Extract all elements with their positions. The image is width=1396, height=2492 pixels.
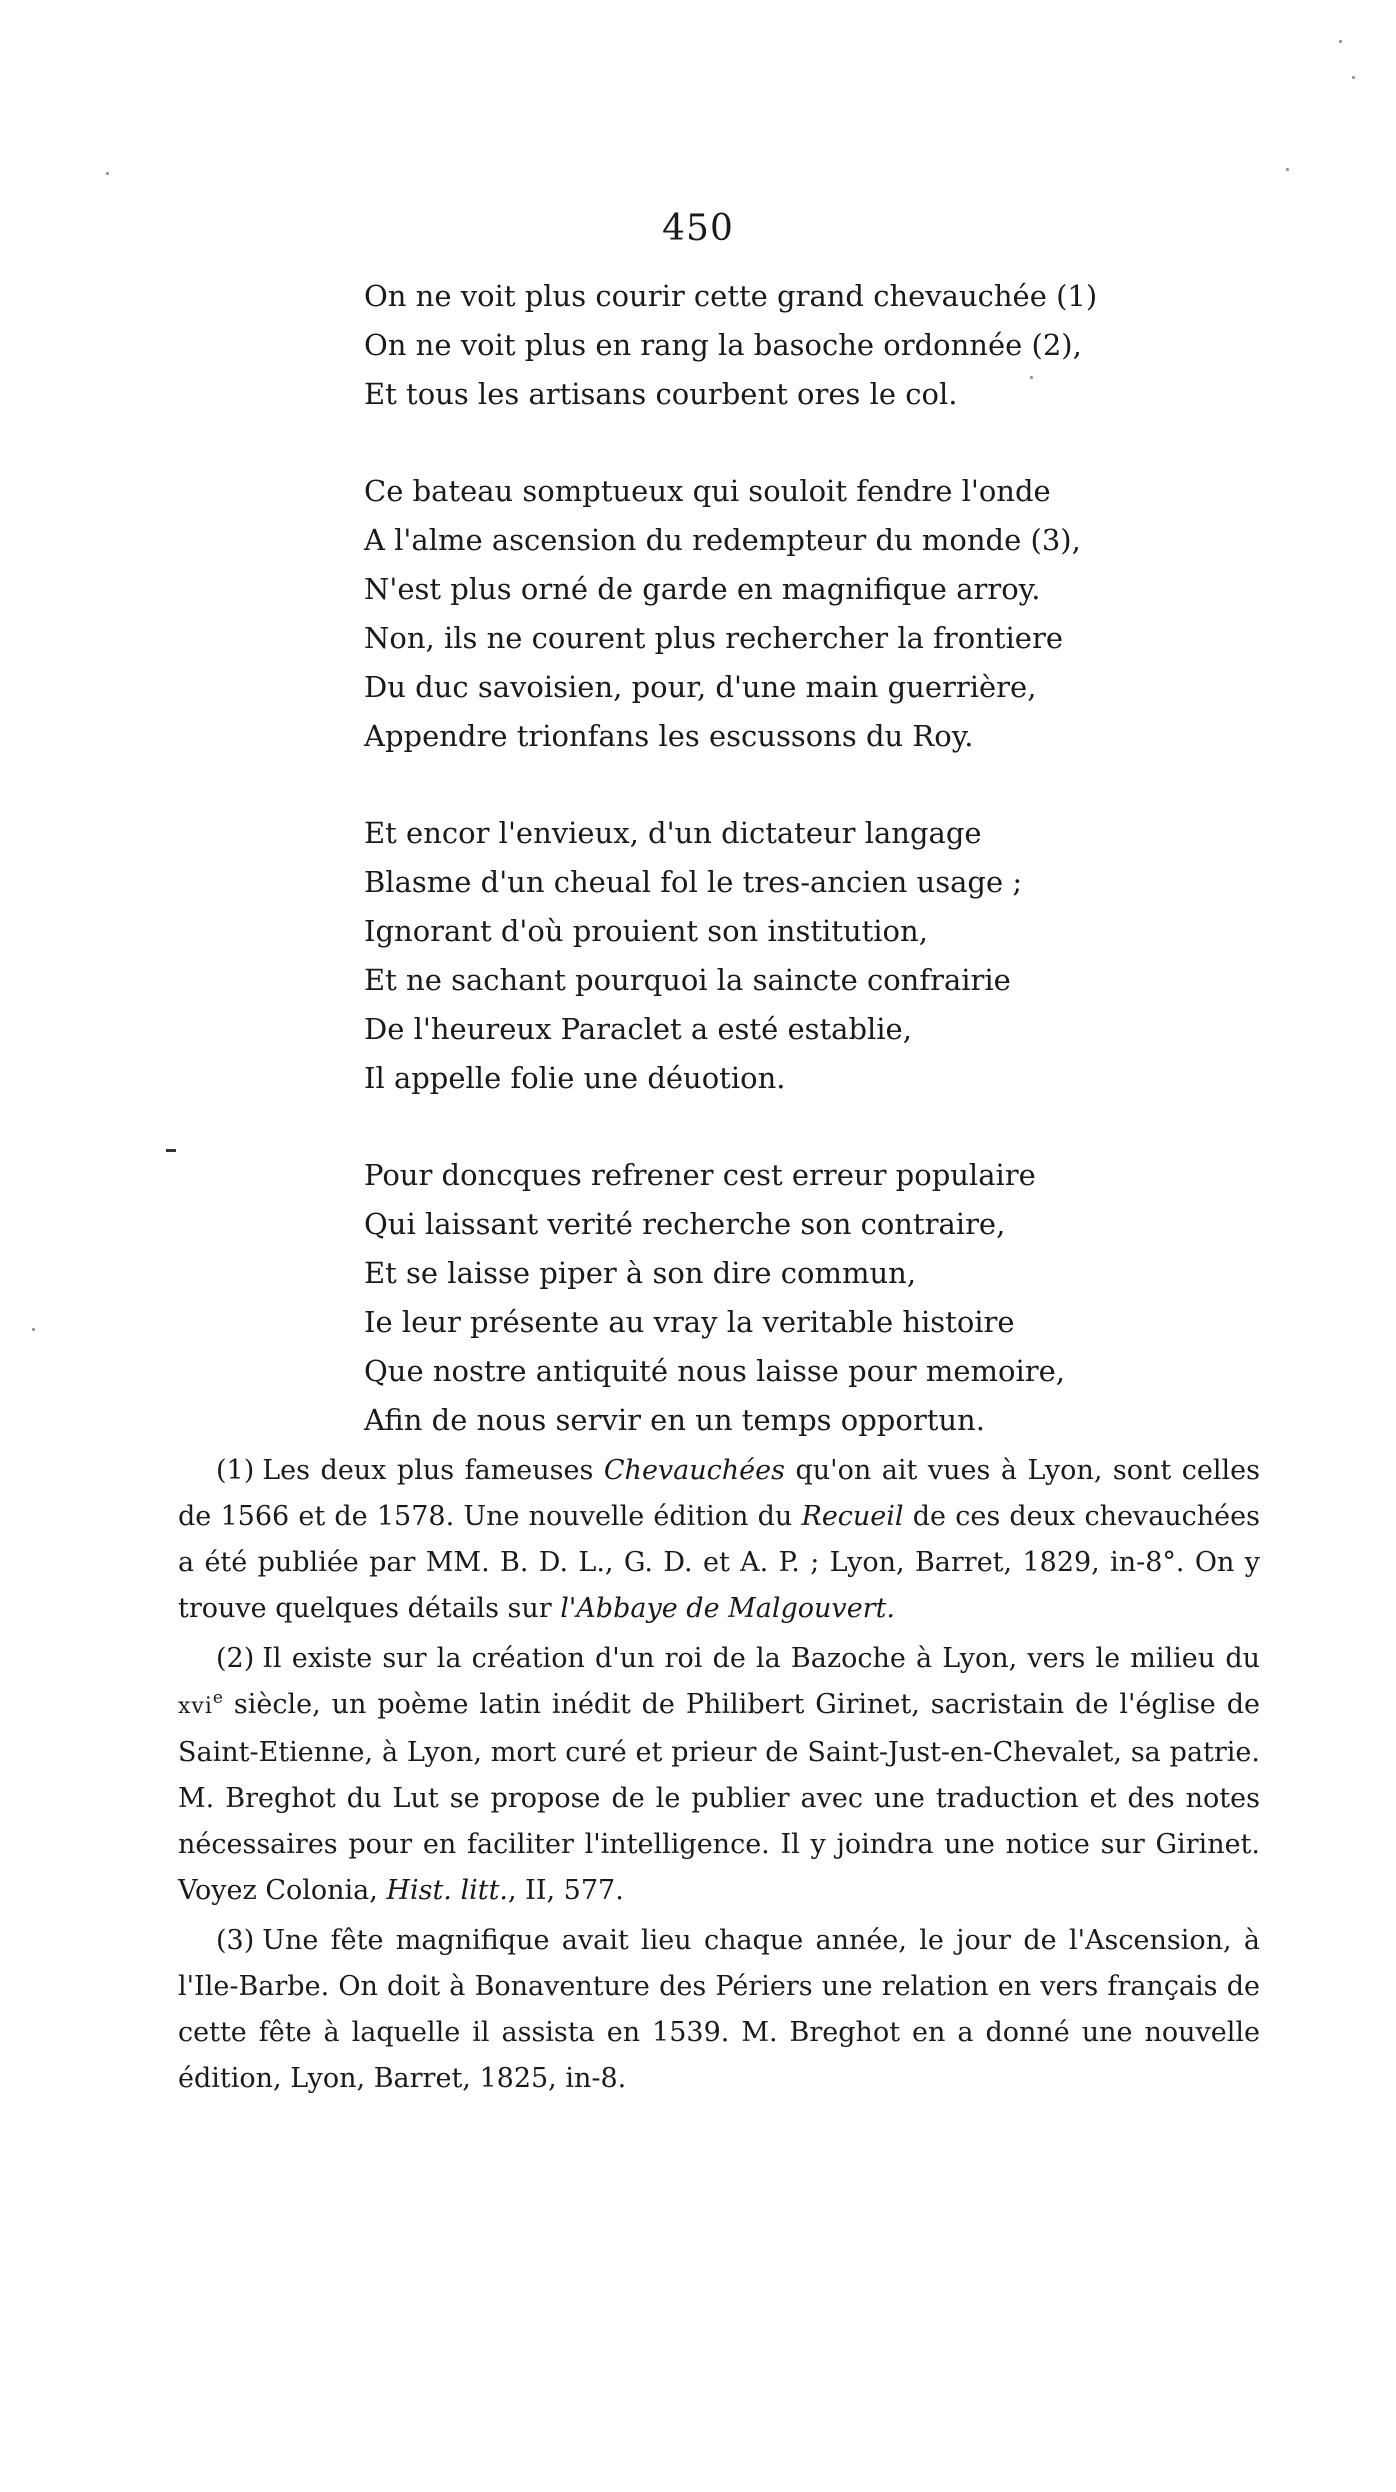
- verse-line: Pour doncques refrener cest erreur populaire: [364, 1158, 1036, 1192]
- scan-margin-mark: [166, 1149, 176, 1152]
- verse-line: Que nostre antiquité nous laisse pour memoire,: [364, 1354, 1066, 1388]
- scan-speck: [106, 172, 109, 175]
- verse-line: Afin de nous servir en un temps opportun.: [364, 1403, 985, 1437]
- footnote-italic: l'Abbaye de Malgouvert.: [560, 1593, 896, 1624]
- scan-speck: [1339, 40, 1342, 43]
- verse-line: N'est plus orné de garde en magnifique arroy.: [364, 572, 1041, 606]
- footnote-3: [178, 1918, 1260, 2102]
- verse-line: Ie leur présente au vray la veritable histoire: [364, 1305, 1015, 1339]
- footnote-1: [178, 1448, 1260, 1632]
- footnote-italic: Hist. litt.: [386, 1875, 509, 1906]
- scan-speck: [1286, 168, 1289, 171]
- footnote-text: Les deux plus fameuses: [262, 1455, 604, 1486]
- stanza-4: [364, 1151, 1184, 1445]
- footnote-label: (3): [216, 1925, 255, 1956]
- footnote-italic: Recueil: [801, 1501, 904, 1532]
- verse-line: Ce bateau somptueux qui souloit fendre l'onde: [364, 474, 1051, 508]
- footnote-label: (1): [216, 1455, 255, 1486]
- footnotes: [178, 1448, 1260, 2106]
- verse-line: A l'alme ascension du redempteur du monde (3),: [364, 523, 1081, 557]
- footnote-label: (2): [216, 1643, 255, 1674]
- scan-speck: [1352, 76, 1355, 79]
- verse-line: De l'heureux Paraclet a esté establie,: [364, 1012, 912, 1046]
- footnote-text: Une fête magnifique avait lieu chaque année, le jour de l'Ascension, à l'Ile-Barbe. On doit à Bonaventure des Périers une relation en vers français de cette fête à laquelle il assista en 1539. M. Breghot en a donné une nouvelle édition, Lyon, Barret, 1825, in-8.: [178, 1925, 1260, 2094]
- footnote-2: [178, 1636, 1260, 1914]
- footnote-text: de ces deux chevauchées a été publiée par MM. B. D. L., G. D. et A. P. ; Lyon, Barret, 1829, in-8°. On y trouve quelques détails sur: [178, 1501, 1260, 1624]
- poem: [364, 272, 1184, 1445]
- footnote-text: qu'on ait vues à Lyon, sont celles de 1566 et de 1578. Une nouvelle édition du: [178, 1455, 1261, 1532]
- verse-line: Et se laisse piper à son dire commun,: [364, 1256, 917, 1290]
- stanza-3: [364, 809, 1184, 1103]
- footnote-text: , II, 577.: [508, 1875, 624, 1906]
- verse-line: Du duc savoisien, pour, d'une main guerrière,: [364, 670, 1037, 704]
- verse-line: Il appelle folie une déuotion.: [364, 1061, 786, 1095]
- verse-line: Et encor l'envieux, d'un dictateur langage: [364, 816, 982, 850]
- scan-speck: [32, 1328, 35, 1331]
- century-superscript: e: [212, 1688, 223, 1708]
- verse-line: On ne voit plus courir cette grand chevauchée (1): [364, 279, 1098, 313]
- verse-line: Ignorant d'où prouient son institution,: [364, 914, 928, 948]
- verse-line: Qui laissant verité recherche son contraire,: [364, 1207, 1006, 1241]
- verse-line: Blasme d'un cheual fol le tres-ancien usage ;: [364, 865, 1023, 899]
- verse-line: Et ne sachant pourquoi la saincte confrairie: [364, 963, 1011, 997]
- century-numeral: xvi: [178, 1694, 213, 1719]
- verse-line: Appendre trionfans les escussons du Roy.: [364, 719, 974, 753]
- page-number: 450: [662, 208, 734, 249]
- verse-line: On ne voit plus en rang la basoche ordonnée (2),: [364, 328, 1082, 362]
- stanza-1: [364, 272, 1184, 419]
- footnote-text: siècle, un poème latin inédit de Philibert Girinet, sacristain de l'église de Saint-Etienne, à Lyon, mort curé et prieur de Saint-Just-en-Chevalet, sa patrie. M. Breghot du Lut se propose de le publier avec une traduction et des notes nécessaires pour en faciliter l'intelligence. Il y joindra une notice sur Girinet. Voyez Colonia,: [178, 1689, 1260, 1906]
- verse-line: Non, ils ne courent plus rechercher la frontiere: [364, 621, 1063, 655]
- footnote-text: Il existe sur la création d'un roi de la Bazoche à Lyon, vers le milieu du: [262, 1643, 1260, 1674]
- footnote-italic: Chevauchées: [603, 1455, 785, 1486]
- stanza-2: [364, 467, 1184, 761]
- verse-line: Et tous les artisans courbent ores le col.: [364, 377, 958, 411]
